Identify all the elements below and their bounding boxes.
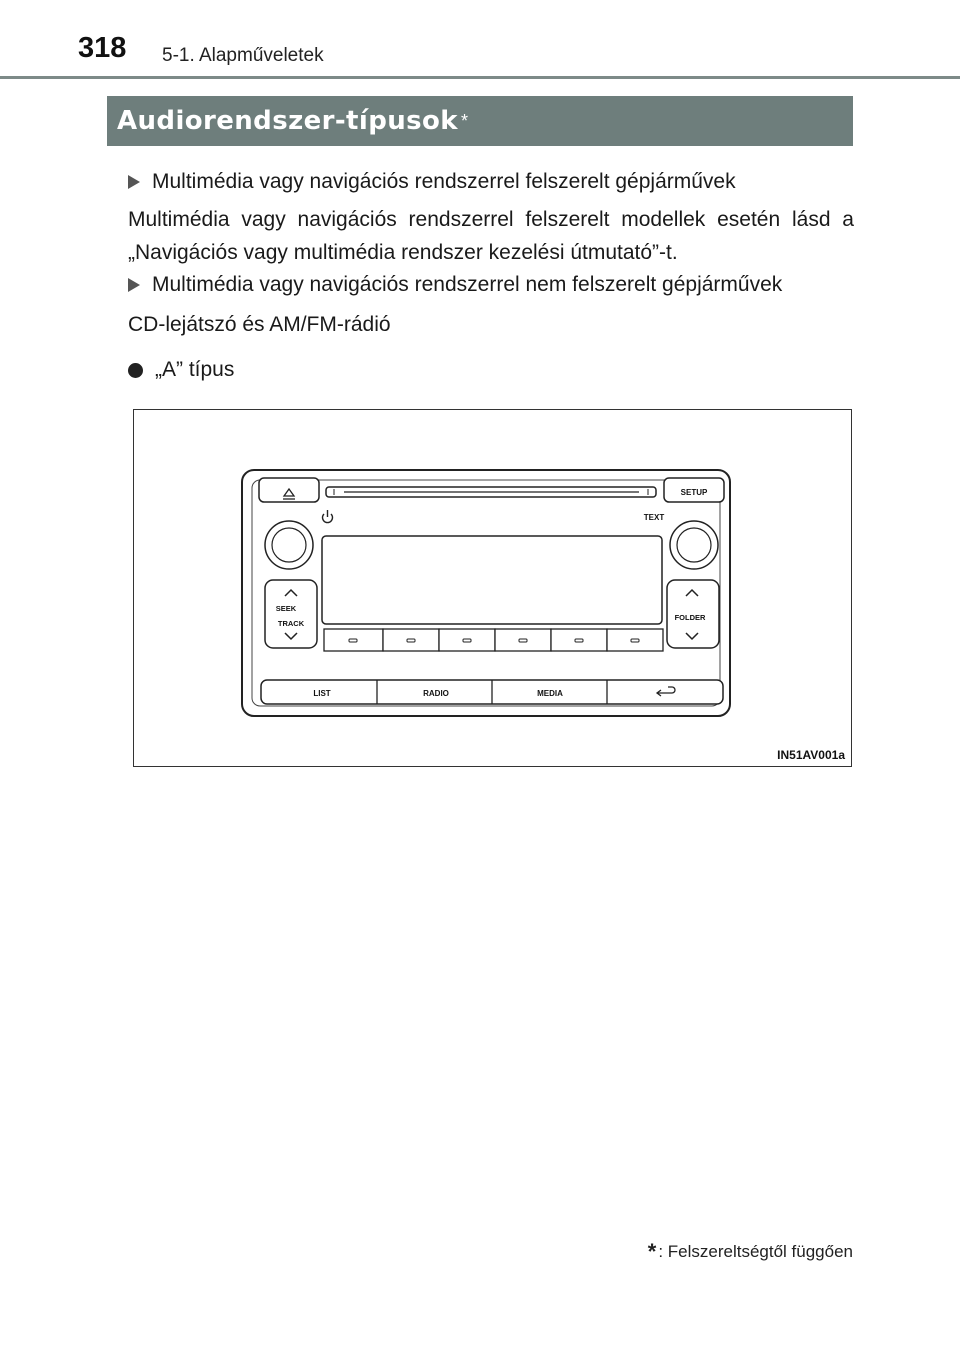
list-label: LIST: [313, 689, 331, 698]
section-title-band: [107, 96, 853, 146]
header-divider: [0, 76, 960, 79]
footnote: [648, 1239, 853, 1265]
bottom-button-row: [261, 680, 723, 704]
audio-unit-illustration: [134, 410, 851, 766]
setup-label: SETUP: [680, 488, 708, 497]
circle-bullet-icon: [128, 363, 143, 378]
footnote-marker: *: [647, 1239, 657, 1264]
figure-code: IN51AV001a: [777, 748, 845, 762]
setup-button: [664, 478, 724, 502]
eject-button: [259, 478, 319, 502]
bullet-item-multimedia: [128, 170, 736, 194]
power-volume-knob: [265, 521, 313, 569]
folder-label: FOLDER: [674, 613, 706, 622]
bullet-text: Multimédia vagy navigációs rendszerrel felszerelt gépjárművek: [152, 170, 736, 193]
display-screen: [322, 536, 662, 624]
cd-slot: [326, 487, 656, 497]
footnote-text: : Felszereltségtől függően: [658, 1242, 853, 1261]
folder-button: [667, 580, 719, 648]
paragraph-multimedia: Multimédia vagy navigációs rendszerrel felszerelt modellek esetén lásd a „Navigációs vagy multimédia rendszer kezelési útmutató”-t.: [128, 208, 854, 264]
paragraph-cd-radio: CD-lejátszó és AM/FM-rádió: [128, 313, 391, 336]
tune-scroll-knob: [670, 521, 718, 569]
text-label: TEXT: [643, 513, 665, 522]
seek-track-button: [265, 580, 317, 648]
audio-unit-figure: [133, 409, 852, 767]
radio-label: RADIO: [423, 689, 449, 698]
bullet-text: Multimédia vagy navigációs rendszerrel nem felszerelt gépjárművek: [152, 273, 783, 296]
preset-buttons: [324, 629, 663, 651]
page-number: 318: [78, 32, 127, 64]
seek-label: SEEK: [275, 604, 297, 613]
triangle-bullet-icon: [128, 175, 140, 189]
media-label: MEDIA: [537, 689, 563, 698]
section-title-marker: *: [460, 110, 468, 131]
bullet-item-no-multimedia: [128, 273, 782, 297]
section-title: Audiorendszer-típusok: [117, 106, 458, 136]
type-heading: [128, 358, 234, 382]
triangle-bullet-icon: [128, 278, 140, 292]
chapter-title: 5-1. Alapműveletek: [162, 45, 324, 66]
type-label: „A” típus: [155, 358, 235, 381]
track-label: TRACK: [277, 619, 305, 628]
